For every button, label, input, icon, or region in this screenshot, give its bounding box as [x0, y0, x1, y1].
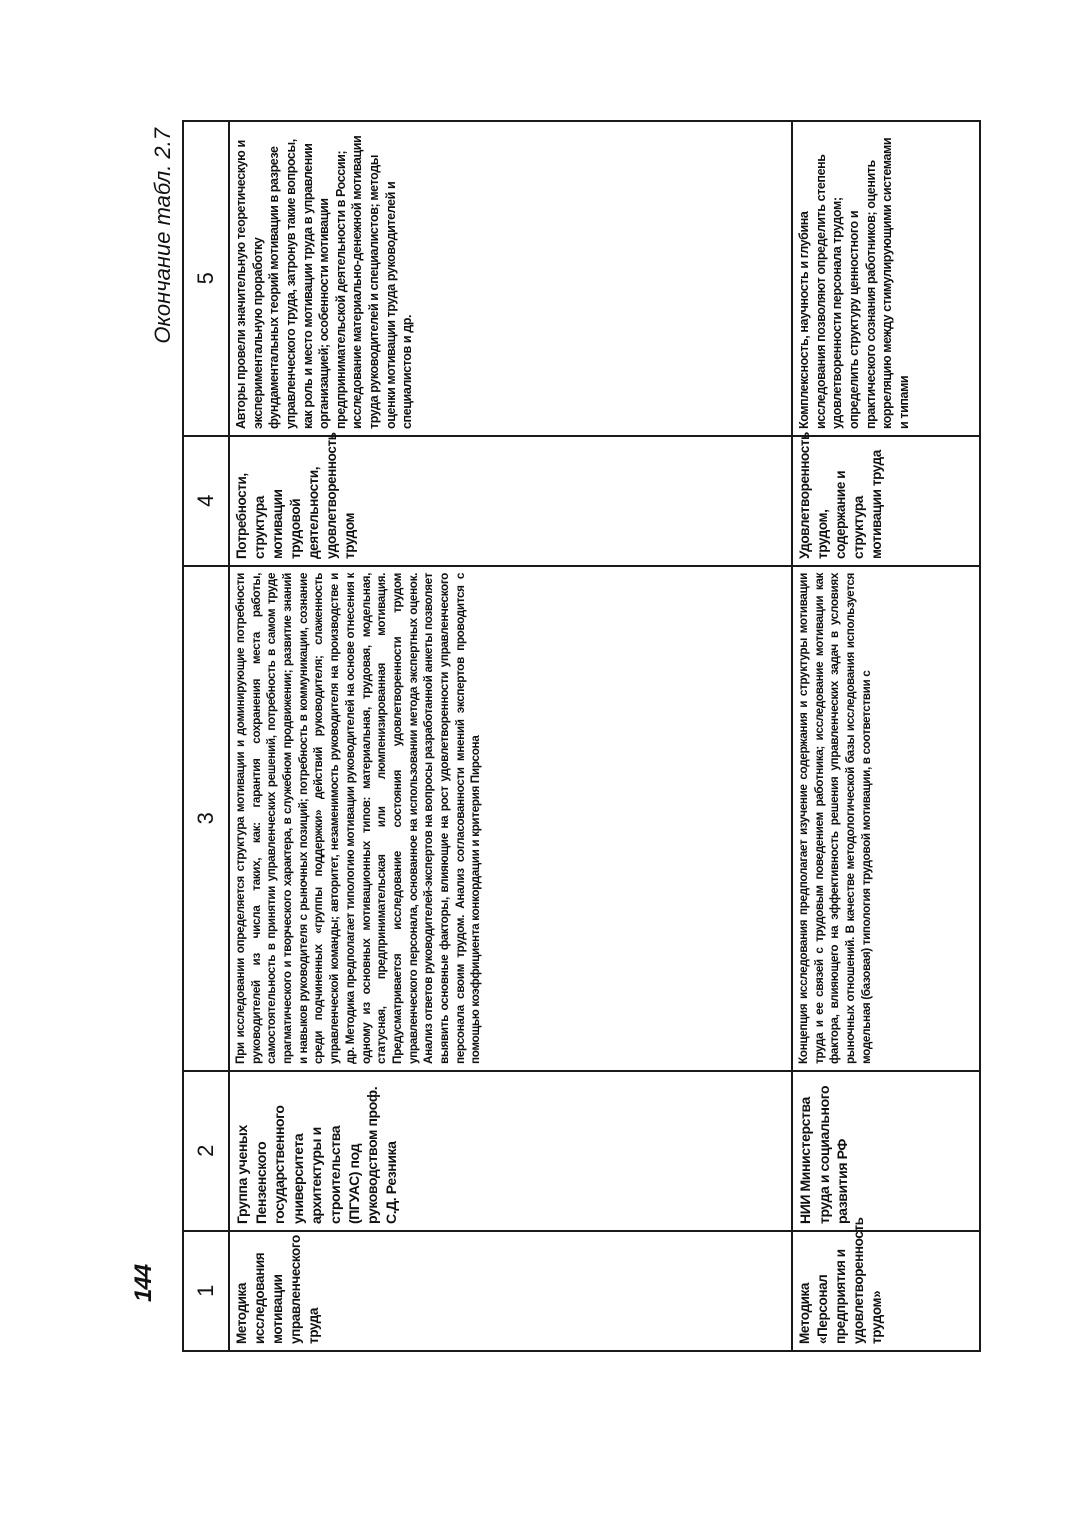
page-number: 144 — [130, 1264, 157, 1302]
authors-cell: Группа ученых Пензенского государственного университета архитектуры и строительства (ПГУАС) под руководством проф. С.Д. Резника — [229, 1071, 792, 1231]
column-header: 5 — [183, 121, 229, 436]
table-caption: Окончание табл. 2.7 — [150, 128, 175, 344]
description-cell: При исследовании определяется структура мотивации и доминирующие потребности руководителей из числа таких, как: гарантия сохранения места работы, самостоятельность в принятии управленческих решений, потребность в самом труде прагматического и творческого характера, в служебном продвижении; развитие знаний и навыков руководителя с рыночных позиций; потребность в коммуникации, сознание среди подчиненных «группы поддержки» действий руководителя; слаженность управленческой команды; авторитет, незаменимость руководителя на производстве и др. Методика предполагает типологию мотивации руководителей на основе отнесения к одному из основных мотивационных типов: материальная, трудовая, модельная, статусная, предпринимательская или люмпенизированная мотивация. Предусматривается исследование состояния удовлетворенности трудом управленческого персонала, основанное на использовании метода экспертных оценок. Анализ ответов руководителей-экспертов на вопросы разработанной анкеты позволяет выявить основные факторы, влияющие на рост удовлетворенности управленческого персонала своим трудом. Анализ согласованности мнений экспертов проводится с помощью коэффициента конкордации и критерия Пирсона — [229, 566, 792, 1071]
results-cell: Авторы провели значительную теоретическую и экспериментальную проработку фундаментальных теорий мотивации в разрезе управленческого труда, затронув такие вопросы, как роль и место мотивации труда в управлении организацией; особенности мотивации предпринимательской деятельности в России; исследование материально-денежной мотивации труда руководителей и специалистов; методы оценки мотивации труда руководителей и специалистов и др. — [229, 121, 792, 436]
method-cell: Методика исследования мотивации управленческого труда — [229, 1231, 792, 1351]
research-objects-cell: Потребности, структура мотивации трудовой деятельности, удовлетворенность трудом — [229, 436, 792, 566]
results-cell: Комплексность, научность и глубина исследования позволяют определить степень удовлетворенности персонала трудом; определить структуру ценностного и практического сознания работников; оценить корреляцию между стимулирующими системами и типами — [792, 121, 980, 436]
research-objects-cell: Удовлетворенность трудом, содержание и структура мотивации труда — [792, 436, 980, 566]
column-header: 2 — [183, 1071, 229, 1231]
method-cell: Методика «Персонал предприятия и удовлетворенность трудом» — [792, 1231, 980, 1351]
continuation-table — [182, 120, 981, 1352]
table-row — [229, 121, 792, 1351]
column-header: 4 — [183, 436, 229, 566]
column-header: 1 — [183, 1231, 229, 1351]
table-header-row — [183, 121, 229, 1351]
rotated-table-page — [138, 122, 938, 1352]
column-header: 3 — [183, 566, 229, 1071]
authors-cell: НИИ Министерства труда и социального развития РФ — [792, 1071, 980, 1231]
description-cell: Концепция исследования предполагает изучение содержания и структуры мотивации труда и ее связей с трудовым поведением работника; исследование мотивации как фактора, влияющего на эффективность решения управленческих задач в условиях рыночных отношений. В качестве методологической базы исследования используется модельная (базовая) типология трудовой мотивации, в соответствии с — [792, 566, 980, 1071]
table-row — [792, 121, 980, 1351]
